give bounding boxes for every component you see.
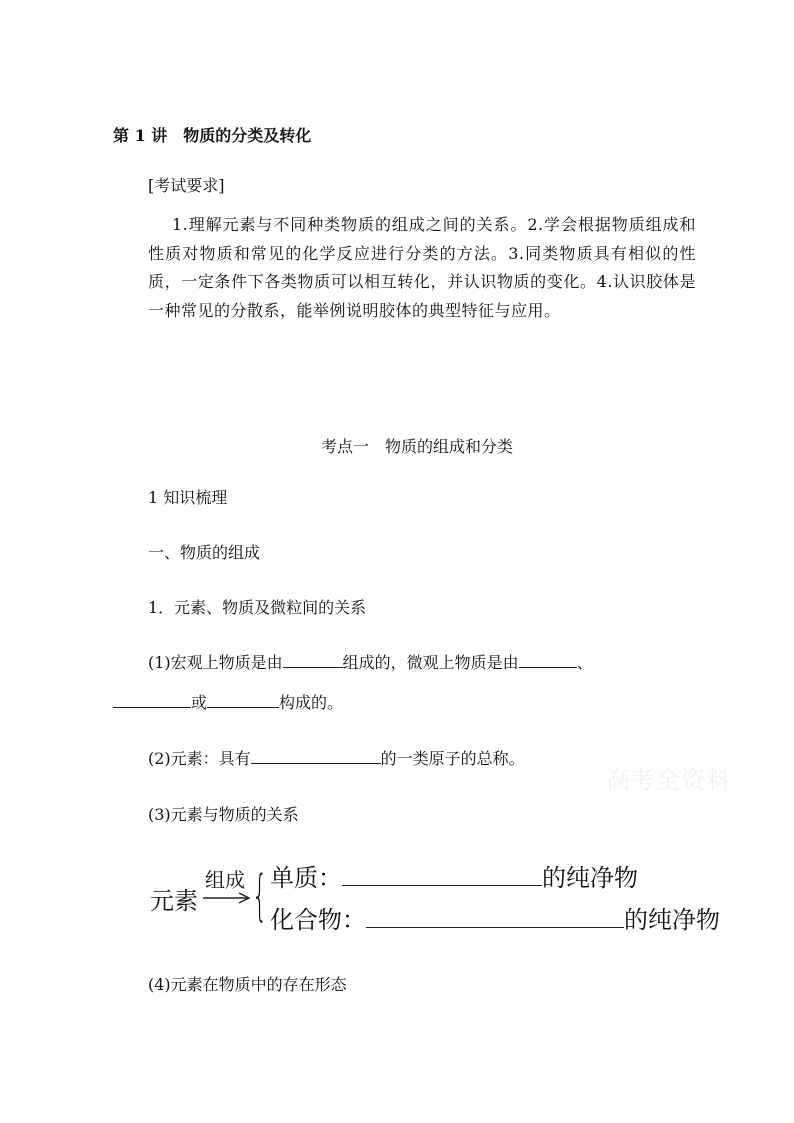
part-one-heading: 一、物质的组成: [148, 543, 261, 562]
question-1-line-1: [148, 653, 593, 673]
question-1-line-2: [113, 693, 343, 713]
question-1-or: 或: [191, 693, 208, 712]
section-title: 考点一 物质的组成和分类: [320, 437, 513, 456]
diagram-left-label: 元素: [150, 887, 198, 915]
diagram-row-2: [270, 906, 720, 934]
answer-blank[interactable]: [519, 653, 577, 668]
lecture-title: 第 1 讲 物质的分类及转化: [113, 126, 312, 145]
question-2-end: 的一类原子的总称。: [380, 749, 525, 768]
answer-blank[interactable]: [342, 865, 542, 886]
diagram-arrow-label: 组成: [205, 868, 245, 892]
question-1-tail: 、: [576, 653, 593, 672]
answer-blank[interactable]: [113, 693, 191, 708]
diagram-row-1-label: 单质：: [270, 864, 342, 892]
question-2: [148, 749, 525, 769]
question-1-end: 构成的。: [279, 693, 344, 712]
diagram-row-2-label: 化合物：: [270, 906, 366, 934]
answer-blank[interactable]: [283, 653, 343, 668]
right-arrow-icon: [203, 892, 253, 904]
diagram-row-1-end: 的纯净物: [542, 864, 638, 892]
requirements-text: 1.理解元素与不同种类物质的组成之间的关系。2.学会根据物质组成和性质对物质和常见的化学反应进行分类的方法。3.同类物质具有相似的性质，一定条件下各类物质可以相互转化，并认识物质的变化。4.认识胶体是一种常见的分散系，能举例说明胶体的典型特征与应用。: [148, 215, 696, 320]
diagram-row-2-end: 的纯净物: [624, 906, 720, 934]
question-2-prefix: (2)元素：具有: [148, 749, 251, 768]
question-4: (4)元素在物质中的存在形态: [148, 975, 347, 994]
diagram-brace: {: [252, 864, 268, 927]
item-1-heading: 1．元素、物质及微粒间的关系: [148, 598, 367, 617]
answer-blank[interactable]: [366, 907, 624, 928]
diagram-row-1: [270, 864, 638, 892]
answer-blank[interactable]: [207, 693, 279, 708]
answer-blank[interactable]: [251, 749, 381, 764]
question-3: (3)元素与物质的关系: [148, 805, 299, 824]
subsection-title: 1 知识梳理: [148, 488, 228, 507]
question-1-prefix: (1)宏观上物质是由: [148, 653, 283, 672]
watermark: 高考全资料: [606, 766, 731, 794]
requirements-heading: [考试要求]: [148, 176, 225, 195]
question-1-mid: 组成的，微观上物质是由: [342, 653, 519, 672]
